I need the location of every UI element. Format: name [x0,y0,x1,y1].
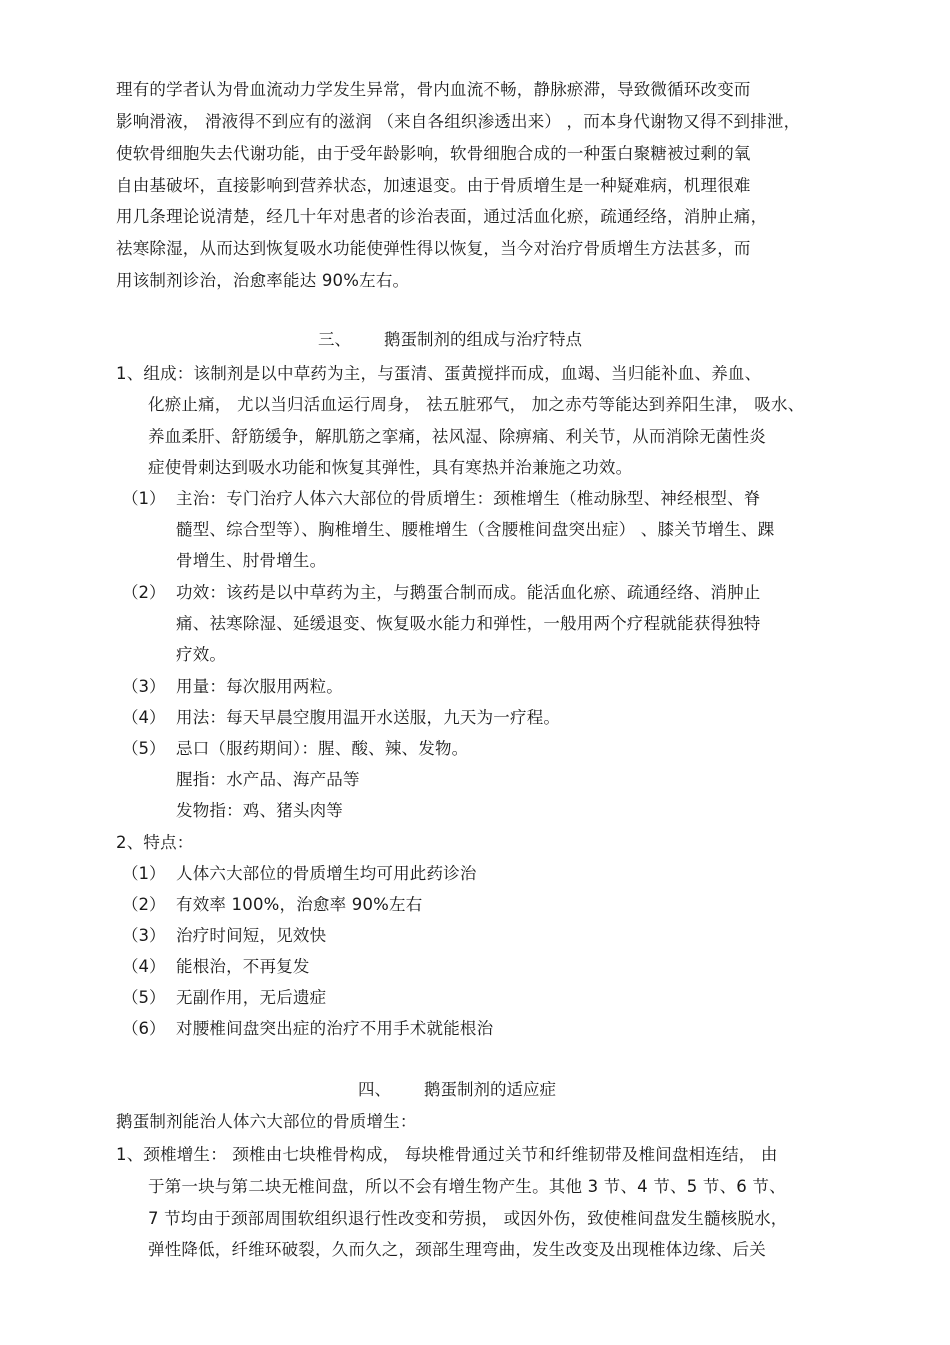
feature-text: 治疗时间短，见效快 [176,926,327,945]
item-number: （2） [122,583,166,602]
item-line: 用法：每天早晨空腹用温开水送服，九天为一疗程。 [176,708,561,727]
composition-line: 1、组成：该制剂是以中草药为主，与蛋清、蛋黄搅拌而成，血竭、当归能补血、养血、 [116,364,762,383]
item-line: 腥指：水产品、海产品等 [176,770,360,789]
item-line: 忌口（服药期间）：腥、酸、辣、发物。 [176,739,469,758]
item-line: 疗效。 [176,645,227,664]
section-3-number: 三、 [318,330,351,349]
item-number: （1） [122,489,166,508]
feature-text: 人体六大部位的骨质增生均可用此药诊治 [176,864,477,883]
item-line: 功效：该药是以中草药为主，与鹅蛋合制而成。能活血化瘀、疏通经络、消肿止 [176,583,761,602]
intro-line: 祛寒除湿，从而达到恢复吸水功能使弹性得以恢复，当今对治疗骨质增生方法甚多，而 [116,239,751,258]
item-number: （3） [122,677,166,696]
feature-number: （1） [122,864,166,883]
item-line: 发物指：鸡、猪头肉等 [176,801,343,820]
feature-number: （3） [122,926,166,945]
intro-line: 使软骨细胞失去代谢功能，由于受年龄影响，软骨细胞合成的一种蛋白聚糖被过剩的氧 [116,144,751,163]
intro-line: 影响滑液， 滑液得不到应有的滋润 （来自各组织渗透出来） ，而本身代谢物又得不到排泄， [116,112,801,131]
feature-number: （4） [122,957,166,976]
feature-text: 有效率 100%，治愈率 90%左右 [176,895,423,914]
composition-line: 养血柔肝、舒筋缓争，解肌筋之挛痛，祛风湿、除痹痛、利关节，从而消除无菌性炎 [148,427,766,446]
cervical-line: 7 节均由于颈部周围软组织退行性改变和劳损， 或因外伤，致使椎间盘发生髓核脱水， [148,1209,788,1228]
intro-line: 用几条理论说清楚，经几十年对患者的诊治表面，通过活血化瘀，疏通经络，消肿止痛， [116,207,768,226]
cervical-line: 1、颈椎增生： 颈椎由七块椎骨构成， 每块椎骨通过关节和纤维韧带及椎间盘相连结， 由 [116,1145,778,1164]
item-number: （5） [122,739,166,758]
section-4-title: 鹅蛋制剂的适应症 [424,1080,556,1099]
intro-line: 用该制剂诊治，治愈率能达 90%左右。 [116,271,410,290]
features-label: 2、特点： [116,833,194,852]
feature-number: （5） [122,988,166,1007]
cervical-line: 于第一块与第二块无椎间盘，所以不会有增生物产生。其他 3 节、4 节、5 节、6 节、 [148,1177,786,1196]
composition-line: 化瘀止痛， 尤以当归活血运行周身， 祛五脏邪气， 加之赤芍等能达到养阳生津， 吸水、 [148,395,805,414]
feature-text: 能根治，不再复发 [176,957,310,976]
item-number: （4） [122,708,166,727]
intro-line: 自由基破坏，直接影响到营养状态，加速退变。由于骨质增生是一种疑难病，机理很难 [116,176,751,195]
item-line: 痛、祛寒除湿、延缓退变、恢复吸水能力和弹性，一般用两个疗程就能获得独特 [176,614,761,633]
section-4-intro: 鹅蛋制剂能治人体六大部位的骨质增生： [116,1112,417,1131]
feature-text: 无副作用，无后遗症 [176,988,327,1007]
item-line: 主治：专门治疗人体六大部位的骨质增生：颈椎增生（椎动脉型、神经根型、脊 [176,489,761,508]
item-line: 髓型、综合型等）、胸椎增生、腰椎增生（含腰椎间盘突出症） 、膝关节增生、踝 [176,520,775,539]
section-3-title: 鹅蛋制剂的组成与治疗特点 [384,330,582,349]
composition-line: 症使骨刺达到吸水功能和恢复其弹性，具有寒热并治兼施之功效。 [148,458,633,477]
section-4-number: 四、 [358,1080,391,1099]
feature-number: （6） [122,1019,166,1038]
feature-number: （2） [122,895,166,914]
cervical-line: 弹性降低，纤维环破裂，久而久之，颈部生理弯曲，发生改变及出现椎体边缘、后关 [148,1240,766,1259]
item-line: 用量：每次服用两粒。 [176,677,343,696]
feature-text: 对腰椎间盘突出症的治疗不用手术就能根治 [176,1019,494,1038]
item-line: 骨增生、肘骨增生。 [176,551,327,570]
intro-line: 理有的学者认为骨血流动力学发生异常，骨内血流不畅，静脉瘀滞，导致微循环改变而 [116,80,751,99]
